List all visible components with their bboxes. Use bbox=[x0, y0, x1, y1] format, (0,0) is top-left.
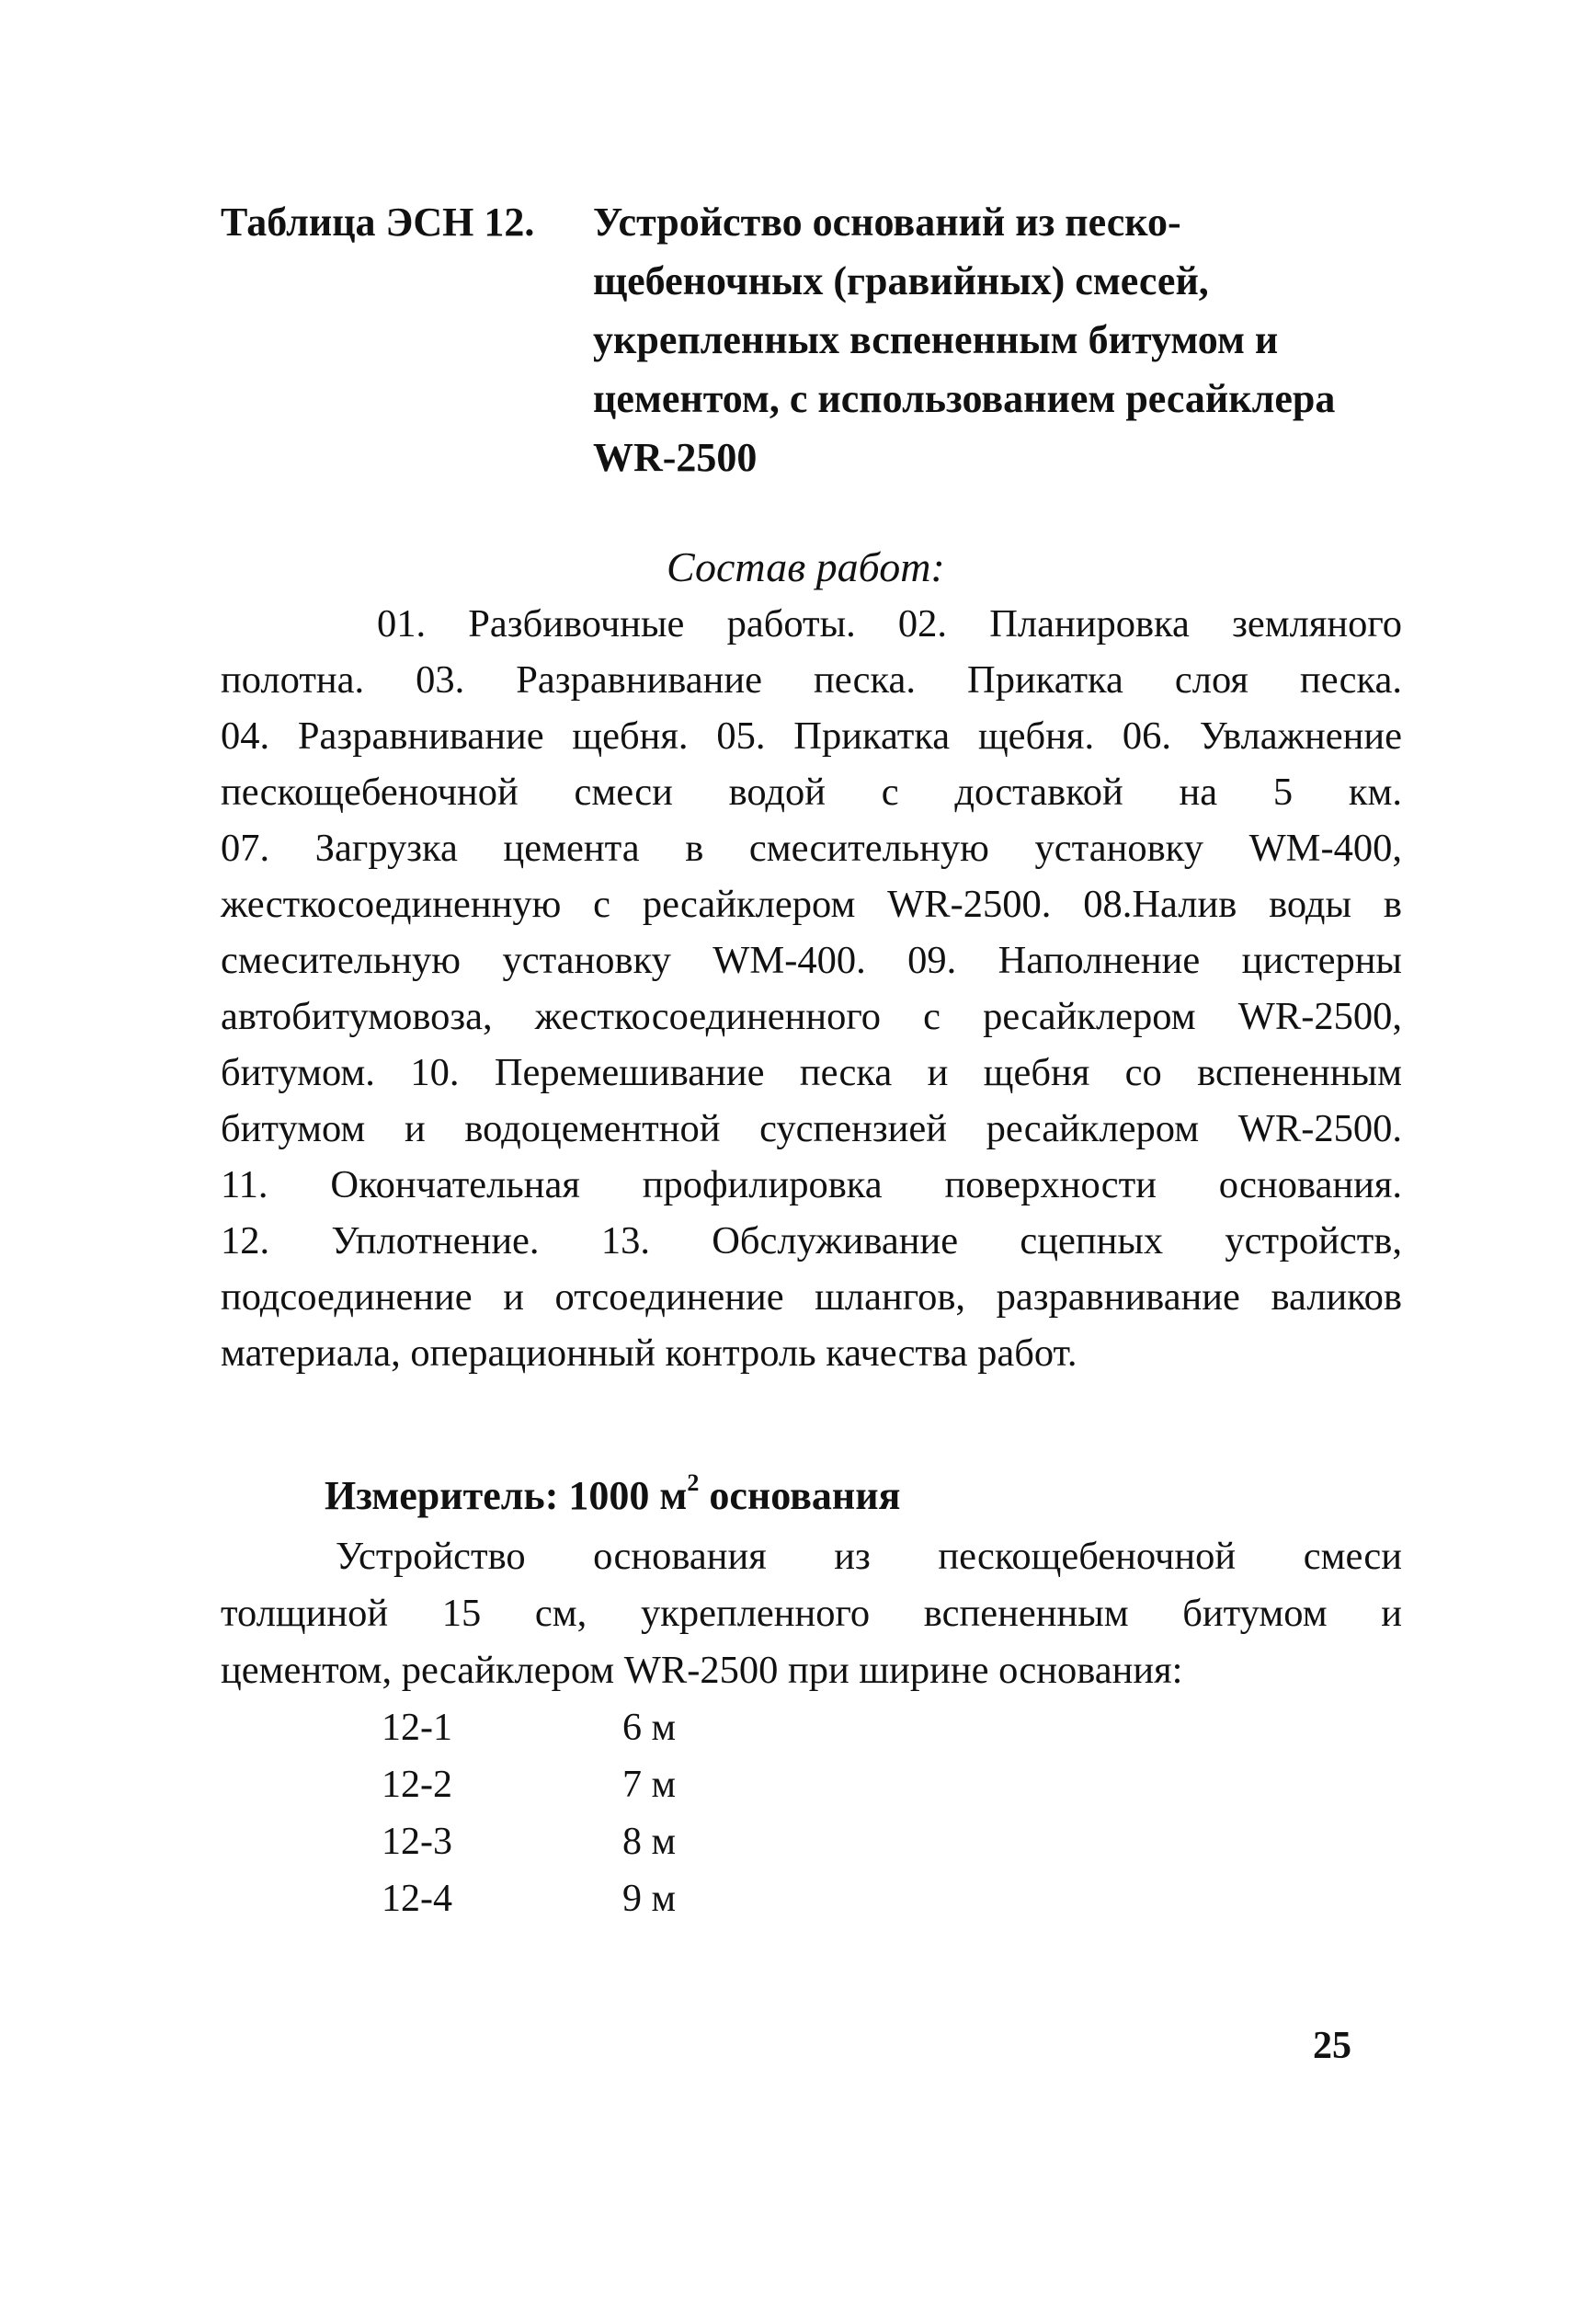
paragraph-line: 04. Разравнивание щебня. 05. Прикатка щебня. 06. Увлажнение bbox=[221, 714, 1402, 758]
table-title-prefix: Таблица ЭСН 12. bbox=[221, 200, 535, 245]
paragraph-line: пескощебеночной смеси водой с доставкой на 5 км. bbox=[221, 771, 1402, 814]
norm-width: 6 м bbox=[622, 1707, 677, 1749]
title-line: щебеночных (гравийных) смесей, bbox=[593, 258, 1209, 303]
work-composition-heading: Состав работ: bbox=[667, 543, 945, 590]
description-line: цементом, ресайклером WR-2500 при ширине основания: bbox=[221, 1649, 1183, 1692]
norm-code: 12-2 bbox=[382, 1764, 452, 1806]
norm-code: 12-1 bbox=[382, 1707, 452, 1749]
title-line: Устройство оснований из песко- bbox=[593, 200, 1181, 245]
norm-width: 8 м bbox=[622, 1821, 677, 1863]
measure-label: Измеритель: 1000 м bbox=[325, 1473, 688, 1518]
norm-code: 12-3 bbox=[382, 1821, 452, 1863]
paragraph-line: 12. Уплотнение. 13. Обслуживание сцепных устройств, bbox=[221, 1219, 1402, 1263]
title-line: WR-2500 bbox=[593, 435, 758, 480]
description-line: толщиной 15 см, укрепленного вспененным битумом и bbox=[221, 1592, 1402, 1635]
paragraph-line: жесткосоединенную с ресайклером WR-2500. 08.Налив воды в bbox=[221, 883, 1402, 926]
paragraph-line: полотна. 03. Разравнивание песка. Прикатка слоя песка. bbox=[221, 658, 1402, 702]
paragraph-line: 07. Загрузка цемента в смесительную установку WM-400, bbox=[221, 827, 1402, 870]
norm-description bbox=[221, 1528, 1402, 1699]
norm-row bbox=[382, 1870, 841, 1927]
paragraph-line: автобитумовоза, жесткосоединенного с ресайклером WR-2500, bbox=[221, 995, 1402, 1038]
paragraph-line: битумом. 10. Перемешивание песка и щебня со вспененным bbox=[221, 1051, 1402, 1094]
norm-width: 9 м bbox=[622, 1878, 677, 1920]
description-line: Устройство основания из пескощебеночной смеси bbox=[336, 1535, 1402, 1578]
work-composition-text bbox=[221, 596, 1402, 1381]
page-number: 25 bbox=[1313, 2025, 1351, 2067]
norm-row bbox=[382, 1813, 841, 1870]
measure-superscript: 2 bbox=[687, 1469, 700, 1497]
table-title-text bbox=[593, 193, 1402, 487]
norm-rows bbox=[382, 1699, 841, 1927]
paragraph-line: 11. Окончательная профилировка поверхности основания. bbox=[221, 1163, 1402, 1206]
title-line: цементом, с использованием ресайклера bbox=[593, 376, 1336, 421]
paragraph-line: смесительную установку WM-400. 09. Наполнение цистерны bbox=[221, 939, 1402, 982]
paragraph-line: 01. Разбивочные работы. 02. Планировка земляного bbox=[377, 602, 1402, 646]
paragraph-line: материала, операционный контроль качества работ. bbox=[221, 1331, 1077, 1375]
paragraph-line: битумом и водоцементной суспензией ресайклером WR-2500. bbox=[221, 1107, 1402, 1150]
norm-row bbox=[382, 1699, 841, 1756]
norm-code: 12-4 bbox=[382, 1878, 452, 1920]
title-line: укрепленных вспененным битумом и bbox=[593, 317, 1279, 362]
norm-width: 7 м bbox=[622, 1764, 677, 1806]
paragraph-line: подсоединение и отсоединение шлангов, разравнивание валиков bbox=[221, 1275, 1402, 1319]
measure-unit bbox=[325, 1467, 900, 1525]
measure-suffix: основания bbox=[699, 1473, 901, 1518]
norm-row bbox=[382, 1756, 841, 1813]
